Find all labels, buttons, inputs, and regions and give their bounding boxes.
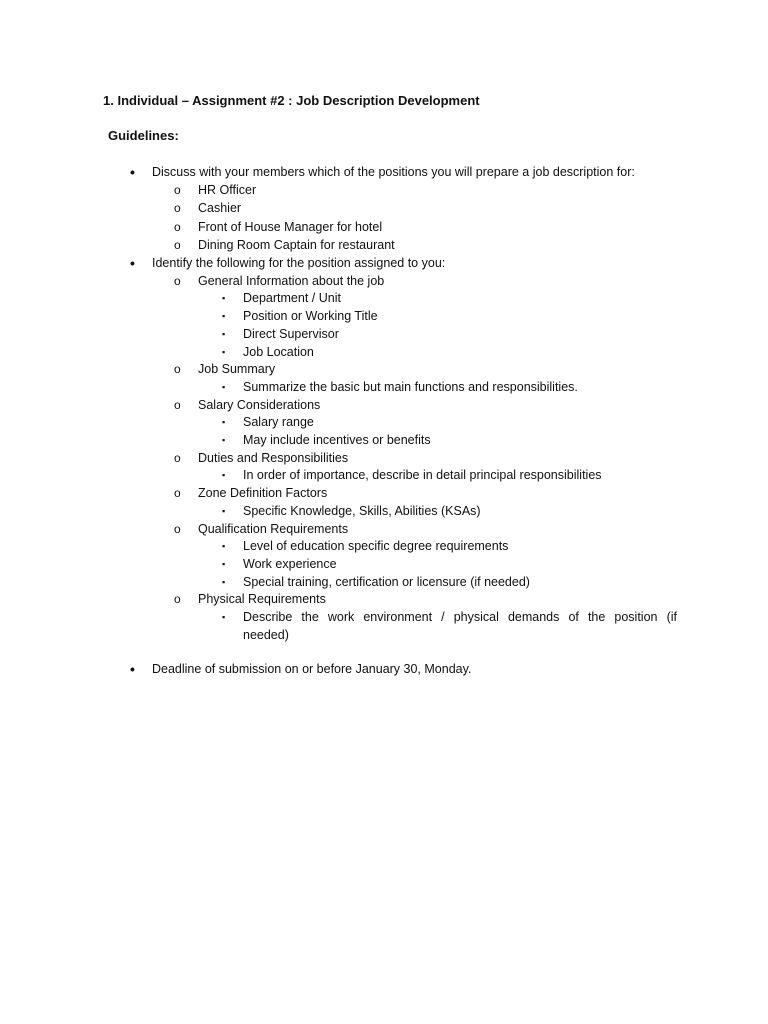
square-bullet-marker: ▪ [222,558,226,569]
deadline-item-text: Deadline of submission on or before January 30, Monday. [152,662,472,676]
deadline-item [0,660,768,678]
sub-sub-list-item-text: Direct Supervisor [243,326,339,341]
sub-list-item-text: Front of House Manager for hotel [198,219,383,234]
sub-sub-list-item-text: Work experience [243,556,337,571]
sub-sub-list-item [0,502,768,520]
sub-list-item-text: Dining Room Captain for restaurant [198,237,395,252]
list-item [0,163,768,181]
sub-sub-list-item-text [243,608,677,626]
sub-list-item [0,199,768,217]
justified-word: demands [507,610,560,624]
square-bullet-marker: ▪ [222,505,226,516]
sub-sub-list-item [0,325,768,343]
sub-sub-list-item [0,378,768,396]
sub-list-item [0,484,768,502]
sub-sub-list-item [0,289,768,307]
sub-list-item [0,181,768,199]
circle-bullet-marker: o [174,273,181,288]
sub-sub-list-item [0,573,768,591]
sub-sub-list-item [0,537,768,555]
justified-word: position [614,610,658,624]
sub-sub-list-item-text: Department / Unit [243,291,341,306]
sub-list-item [0,520,768,538]
square-bullet-marker: ▪ [222,311,226,322]
circle-bullet-marker: o [174,486,181,501]
sub-list-item-text: Job Summary [198,362,276,377]
sub-list-item-text: Qualification Requirements [198,521,349,536]
sub-sub-list-item [0,307,768,325]
justified-word: (if [666,610,677,624]
square-bullet-marker: ▪ [222,612,226,622]
bullet-bullet-marker: • [130,255,135,271]
circle-bullet-marker: o [174,521,181,536]
sub-list-item-text: Duties and Responsibilities [198,450,349,465]
sub-list-item [0,590,768,608]
sub-list-item-text: HR Officer [198,183,257,198]
sub-sub-list-item-continuation: needed) [243,628,289,643]
sub-list-item [0,218,768,236]
sub-list-item-text: General Information about the job [198,273,385,288]
sub-sub-list-item [0,466,768,484]
sub-sub-list-item [0,608,768,626]
justified-word: work [327,610,355,624]
sub-sub-list-item-text: Specific Knowledge, Skills, Abilities (KSAs) [243,503,481,518]
sub-sub-list-item-text: Job Location [243,344,314,359]
circle-bullet-marker: o [174,362,181,377]
justified-word: the [301,610,319,624]
bullet-bullet-marker: • [130,164,135,180]
square-bullet-marker: ▪ [222,346,226,357]
sub-sub-list-item [0,555,768,573]
sub-list-item [0,449,768,467]
sub-list-item-text: Salary Considerations [198,397,321,412]
sub-list-item-text: Zone Definition Factors [198,486,328,501]
list-item-text: Discuss with your members which of the positions you will prepare a job description for: [152,165,635,179]
circle-bullet-marker: o [174,592,181,607]
bullet-bullet-marker: • [130,661,135,677]
sub-list-item-text: Cashier [198,201,242,216]
circle-bullet-marker: o [174,237,181,252]
square-bullet-marker: ▪ [222,541,226,552]
square-bullet-marker: ▪ [222,417,226,428]
sub-sub-list-item-text: In order of importance, describe in detail principal responsibilities [243,468,602,483]
justified-word: Describe [243,610,293,624]
square-bullet-marker: ▪ [222,470,226,481]
square-bullet-marker: ▪ [222,435,226,445]
square-bullet-marker: ▪ [222,576,226,587]
justified-word: / [441,610,445,624]
justified-word: physical [453,610,499,624]
justified-word: of [568,610,579,624]
list-item-text: Identify the following for the position assigned to you: [152,256,446,270]
sub-sub-list-item-text: Summarize the basic but main functions and responsibilities. [243,379,578,394]
justified-word: environment [363,610,433,624]
square-bullet-marker: ▪ [222,293,226,304]
guidelines-heading: Guidelines: [108,128,179,143]
document-title: 1. Individual – Assignment #2 : Job Description Development [103,93,480,108]
sub-sub-list-item-text: Salary range [243,415,314,430]
sub-sub-list-item [0,343,768,361]
list-item [0,254,768,272]
sub-list-item [0,272,768,290]
sub-sub-list-item [0,413,768,431]
sub-sub-list-item-text: May include incentives or benefits [243,433,431,447]
sub-sub-list-item [0,431,768,449]
sub-list-item [0,236,768,254]
circle-bullet-marker: o [174,183,181,198]
sub-sub-list-item-text: Position or Working Title [243,309,378,324]
circle-bullet-marker: o [174,219,181,234]
sub-list-item-text: Physical Requirements [198,592,326,607]
circle-bullet-marker: o [174,397,181,412]
sub-sub-list-item-text: Level of education specific degree requirements [243,539,509,554]
justified-word: the [587,610,606,624]
circle-bullet-marker: o [174,450,181,465]
square-bullet-marker: ▪ [222,381,226,392]
sub-list-item [0,360,768,378]
sub-list-item [0,396,768,414]
square-bullet-marker: ▪ [222,328,226,339]
circle-bullet-marker: o [174,201,181,216]
sub-sub-list-item-text: Special training, certification or licensure (if needed) [243,574,530,589]
